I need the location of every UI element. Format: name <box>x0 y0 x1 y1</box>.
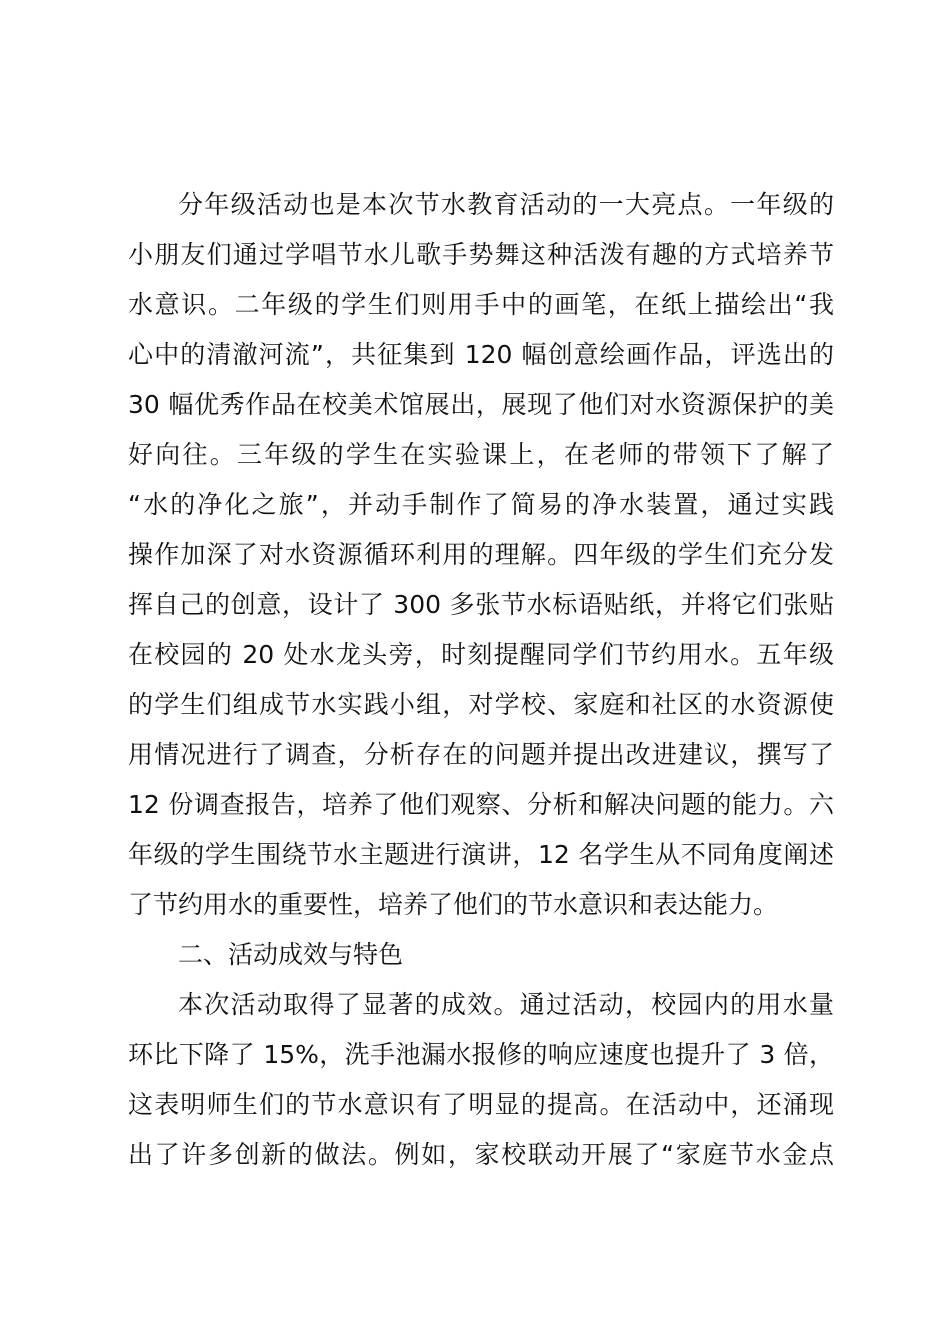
text-line: 年级的学生围绕节水主题进行演讲，12 名学生从不同角度阐述 <box>128 840 834 869</box>
text-line: 操作加深了对水资源循环利用的理解。四年级的学生们充分发 <box>128 540 834 569</box>
paragraph-results <box>128 980 834 1180</box>
text-line: 本次活动取得了显著的成效。通过活动，校园内的用水量 <box>178 990 834 1019</box>
text-line: 用情况进行了调查，分析存在的问题并提出改进建议，撰写了 <box>128 740 834 769</box>
text-line: 了节约用水的重要性，培养了他们的节水意识和表达能力。 <box>128 890 779 919</box>
paragraph-activities <box>128 180 834 930</box>
text-line: 的学生们组成节水实践小组，对学校、家庭和社区的水资源使 <box>128 690 834 719</box>
text-line: 30 幅优秀作品在校美术馆展出，展现了他们对水资源保护的美 <box>128 390 834 419</box>
text-line: 12 份调查报告，培养了他们观察、分析和解决问题的能力。六 <box>128 790 834 819</box>
text-line: “水的净化之旅”，并动手制作了简易的净水装置，通过实践 <box>128 490 834 519</box>
text-line: 心中的清澈河流”，共征集到 120 幅创意绘画作品，评选出的 <box>128 340 834 369</box>
section-heading <box>128 930 834 980</box>
text-line: 挥自己的创意，设计了 300 多张节水标语贴纸，并将它们张贴 <box>128 590 834 619</box>
text-line: 小朋友们通过学唱节水儿歌手势舞这种活泼有趣的方式培养节 <box>128 240 834 269</box>
text-line: 出了许多创新的做法。例如，家校联动开展了“家庭节水金点 <box>128 1140 834 1169</box>
text-line: 水意识。二年级的学生们则用手中的画笔，在纸上描绘出“我 <box>128 290 834 319</box>
document-body <box>128 180 834 1180</box>
section-heading-text: 二、活动成效与特色 <box>178 940 404 969</box>
text-line: 环比下降了 15%，洗手池漏水报修的响应速度也提升了 3 倍， <box>128 1040 834 1069</box>
text-line: 好向往。三年级的学生在实验课上，在老师的带领下了解了 <box>128 440 834 469</box>
text-line: 在校园的 20 处水龙头旁，时刻提醒同学们节约用水。五年级 <box>128 640 834 669</box>
text-line: 分年级活动也是本次节水教育活动的一大亮点。一年级的 <box>178 190 834 219</box>
text-line: 这表明师生们的节水意识有了明显的提高。在活动中，还涌现 <box>128 1090 834 1119</box>
